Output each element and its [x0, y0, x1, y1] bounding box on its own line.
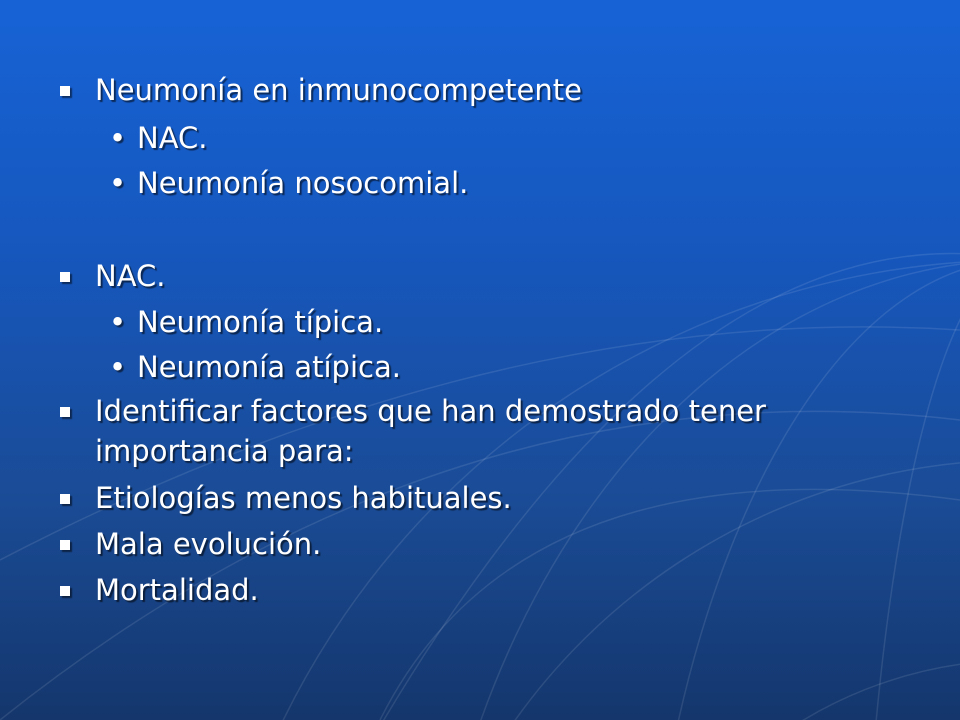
square-bullet-icon — [60, 540, 70, 550]
dot-bullet-icon: • — [109, 350, 127, 384]
bullet-text: Identificar factores que han demostrado tener — [95, 394, 766, 428]
sub-bullet-text: Neumonía típica. — [137, 305, 384, 339]
square-bullet-icon — [60, 272, 70, 282]
bullet-text: Etiologías menos habituales. — [95, 481, 512, 515]
bullet-text-continuation: importancia para: — [95, 434, 354, 468]
bullet-text: NAC. — [95, 259, 166, 293]
dot-bullet-icon: • — [109, 166, 127, 200]
square-bullet-icon — [60, 586, 70, 596]
bullet-text: Neumonía en inmunocompetente — [95, 73, 582, 107]
square-bullet-icon — [60, 86, 70, 96]
sub-bullet-text: Neumonía nosocomial. — [137, 166, 469, 200]
bullet-text: Mortalidad. — [95, 573, 259, 607]
square-bullet-icon — [60, 494, 70, 504]
sub-bullet-text: Neumonía atípica. — [137, 350, 401, 384]
dot-bullet-icon: • — [109, 305, 127, 339]
square-bullet-icon — [60, 407, 70, 417]
dot-bullet-icon: • — [109, 121, 127, 155]
sub-bullet-text: NAC. — [137, 121, 208, 155]
bullet-text: Mala evolución. — [95, 527, 322, 561]
